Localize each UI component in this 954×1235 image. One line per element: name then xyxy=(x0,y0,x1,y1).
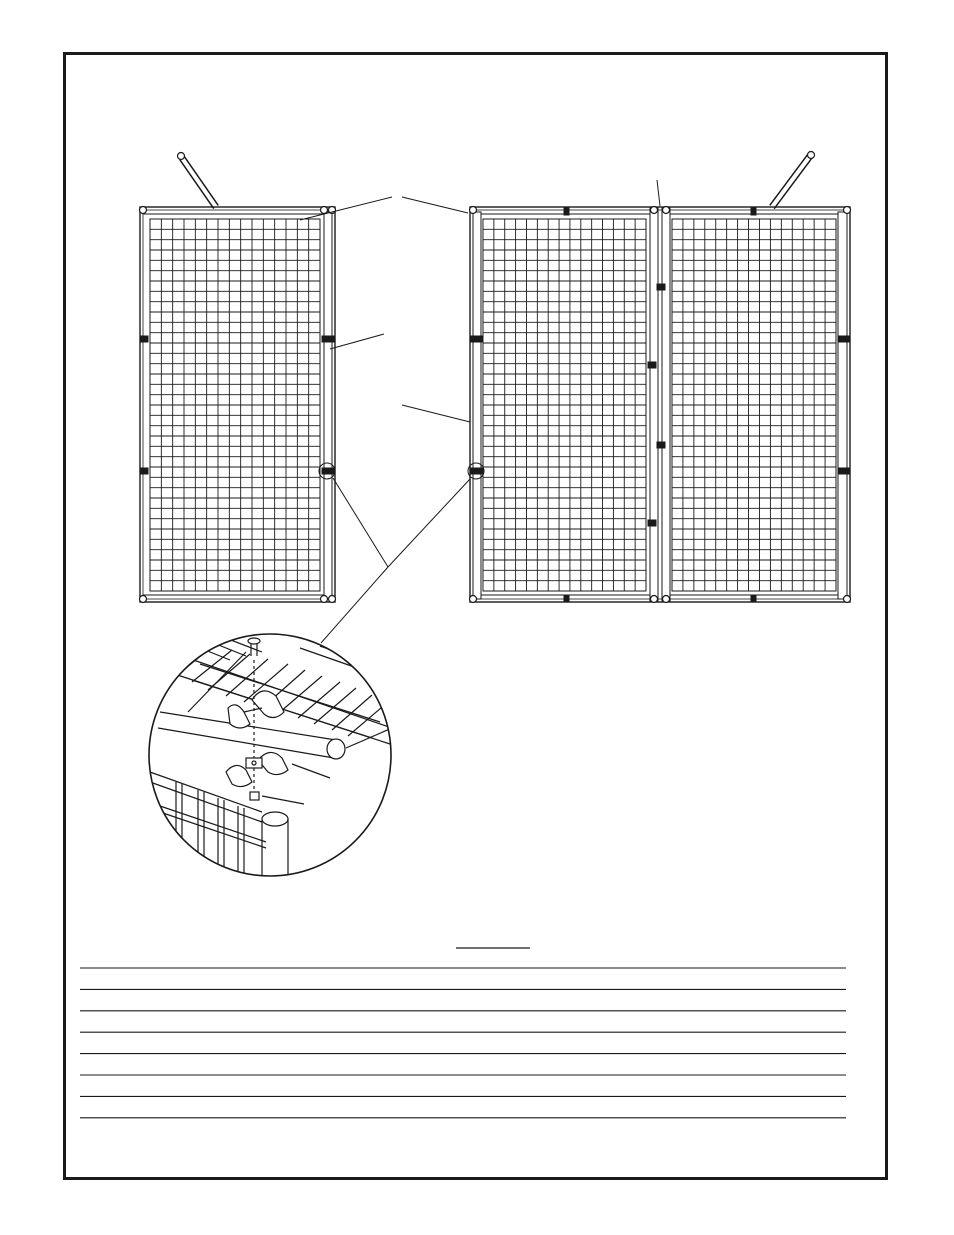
leader-lines xyxy=(300,180,660,643)
rail-clip xyxy=(564,208,569,215)
side-clamp xyxy=(140,468,148,474)
side-clamp xyxy=(839,468,849,474)
corner-knob xyxy=(140,207,147,214)
side-clamp xyxy=(140,336,148,342)
page-border xyxy=(65,54,887,1179)
corner-knob xyxy=(844,207,851,214)
rail-clip xyxy=(564,595,569,602)
latch-clamp xyxy=(648,362,656,368)
hinge-clamp-detail xyxy=(149,632,392,880)
corner-knob xyxy=(470,207,477,214)
single-gate-brace-cap xyxy=(178,153,185,160)
single-gate-panel xyxy=(140,153,336,603)
corner-knob xyxy=(651,207,658,214)
side-clamp xyxy=(839,336,849,342)
single-gate-mesh xyxy=(150,219,320,591)
corner-knob xyxy=(651,596,658,603)
corner-knob xyxy=(844,596,851,603)
corner-knob xyxy=(663,207,670,214)
corner-knob xyxy=(321,207,328,214)
hinge-clamp xyxy=(471,468,483,474)
hinge-clamp xyxy=(322,336,334,342)
double-gate-brace-cap xyxy=(808,152,815,159)
double-gate-hinge-post xyxy=(473,212,481,599)
corner-knob xyxy=(329,596,336,603)
corner-knob xyxy=(140,596,147,603)
latch-clamp xyxy=(657,442,665,448)
corner-knob xyxy=(321,596,328,603)
double-gate-panel xyxy=(468,152,851,603)
corner-knob xyxy=(470,596,477,603)
hinge-clamp xyxy=(471,336,483,342)
latch-clamp xyxy=(657,284,665,290)
double-gate-frame xyxy=(470,207,850,602)
single-gate-hinge-post xyxy=(324,212,332,599)
center-post xyxy=(650,207,658,602)
double-gate-left-mesh xyxy=(483,219,646,591)
latch-clamp xyxy=(648,520,656,526)
rail-clip xyxy=(751,208,756,215)
single-gate-frame xyxy=(140,207,335,602)
double-gate-right-mesh xyxy=(672,219,836,591)
detail-nut xyxy=(250,792,259,800)
center-post xyxy=(662,207,670,602)
corner-knob xyxy=(663,596,670,603)
parts-table xyxy=(80,948,846,1118)
rail-clip xyxy=(751,595,756,602)
hinge-clamp xyxy=(322,468,334,474)
